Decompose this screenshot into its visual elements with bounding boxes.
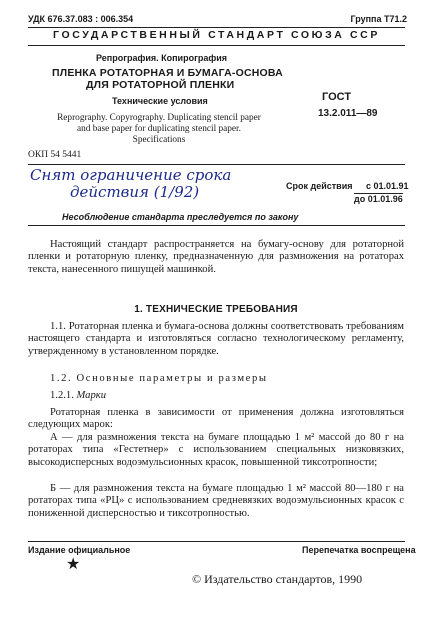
notice-rule bbox=[28, 225, 405, 226]
official-edition: Издание официальное bbox=[28, 545, 131, 555]
validity-from: с 01.01.91 bbox=[366, 181, 409, 191]
title-subtitle: Технические условия bbox=[112, 96, 208, 106]
english-title-line-1: Reprography. Copyrography. Duplicating stencil paper bbox=[57, 113, 261, 123]
mark-b-paragraph: Б — для размножения текста на бумаге площадью 1 м² массой 80—180 г на ротаторах типа «РЦ» с использованием средневязких водоэмульсионных красок с пониженной дисперсностью и тиксотропностью. bbox=[28, 483, 404, 519]
top-rule bbox=[28, 27, 405, 28]
footer-rule bbox=[28, 541, 405, 542]
handwritten-annotation-line-2: действия (1/92) bbox=[70, 183, 200, 201]
mark-a-paragraph: А — для размножения текста на бумаге площадью 1 м² массой до 80 г на ротаторах типа «Гестетнер» с использованием специальных низковязких, высокодисперсных водоэмульсионных красок, повышенной тиксотропности; bbox=[28, 432, 404, 468]
validity-label: Срок действия bbox=[286, 181, 353, 191]
title-line-2: ДЛЯ РОТАТОРНОЙ ПЛЕНКИ bbox=[86, 79, 235, 91]
copyright: © Издательство стандартов, 1990 bbox=[192, 572, 363, 586]
okp-rule bbox=[28, 164, 405, 165]
rubric: Репрография. Копирография bbox=[96, 53, 227, 63]
standard-rule bbox=[28, 45, 405, 46]
paragraph-1-2-1-number: 1.2.1. bbox=[50, 390, 74, 401]
english-title-line-3: Specifications bbox=[132, 135, 186, 145]
reprint-prohibited: Перепечатка воспрещена bbox=[302, 545, 416, 555]
noncompliance-notice: Несоблюдение стандарта преследуется по закону bbox=[62, 212, 299, 222]
udk-code: УДК 676.37.083 : 006.354 bbox=[28, 14, 134, 24]
paragraph-1-1: 1.1. Ротаторная пленка и бумага-основа должны соответствовать требованиям настоящего стандарта и изготовляться согласно технологическому регламенту, утвержденному в установленном порядке. bbox=[28, 321, 404, 357]
star-icon: ★ bbox=[66, 556, 81, 573]
title-line-1: ПЛЕНКА РОТАТОРНАЯ И БУМАГА-ОСНОВА bbox=[52, 67, 283, 79]
gost-label: ГОСТ bbox=[322, 91, 352, 103]
paragraph-1-2-1-title: Марки bbox=[76, 390, 107, 401]
handwritten-annotation-line-1: Снят ограничение срока bbox=[30, 166, 232, 184]
standard-line: ГОСУДАРСТВЕННЫЙ СТАНДАРТ СОЮЗА ССР bbox=[53, 29, 380, 41]
intro-paragraph: Настоящий стандарт распространяется на бумагу-основу для ротаторной пленки и ротаторную пленку, предназначенную для размножения на ротаторах текста, нанесенного пишущей машинкой. bbox=[28, 239, 404, 275]
gost-number: 13.2.011—89 bbox=[318, 108, 378, 119]
okp-code: ОКП 54 5441 bbox=[28, 150, 82, 160]
marks-paragraph: Ротаторная пленка в зависимости от применения должна изготовляться следующих марок: bbox=[28, 407, 404, 431]
validity-to: до 01.01.96 bbox=[354, 194, 403, 204]
paragraph-1-2: 1.2. Основные параметры и размеры bbox=[50, 373, 268, 384]
english-title-line-2: and base paper for duplicating stencil paper. bbox=[77, 124, 241, 134]
section-heading: 1. ТЕХНИЧЕСКИЕ ТРЕБОВАНИЯ bbox=[134, 304, 298, 315]
group-code: Группа Т71.2 bbox=[350, 14, 407, 24]
paragraph-1-2-1 bbox=[50, 390, 250, 402]
